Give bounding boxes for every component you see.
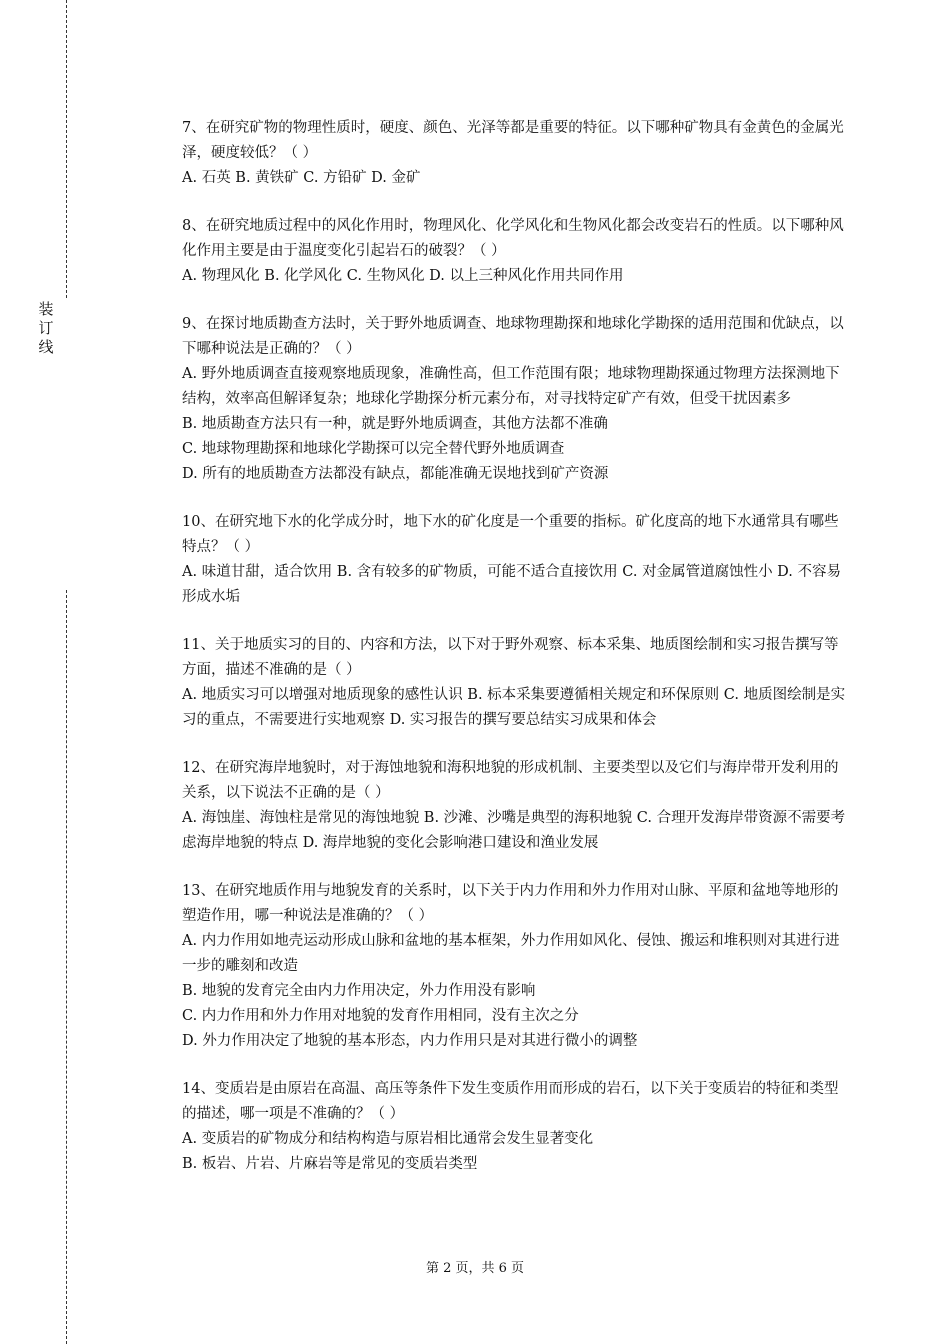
question-stem: 11、关于地质实习的目的、内容和方法，以下对于野外观察、标本采集、地质图绘制和实习报告撰写等方面，描述不准确的是（ ）	[182, 637, 839, 678]
option-d: D. 外力作用决定了地貌的基本形态，内力作用只是对其进行微小的调整	[182, 1033, 638, 1049]
binding-label: 装订线	[38, 300, 54, 356]
question-stem: 13、在研究地质作用与地貌发育的关系时，以下关于内力作用和外力作用对山脉、平原和盆地等地形的塑造作用，哪一种说法是准确的？（ ）	[182, 883, 839, 924]
question-options: A. 物理风化 B. 化学风化 C. 生物风化 D. 以上三种风化作用共同作用	[182, 268, 624, 284]
question-options: A. 地质实习可以增强对地质现象的感性认识 B. 标本采集要遵循相关规定和环保原则 C. 地质图绘制是实习的重点，不需要进行实地观察 D. 实习报告的撰写要总结实习成果和体会	[182, 687, 846, 728]
option-b: B. 地质勘查方法只有一种，就是野外地质调查，其他方法都不准确	[182, 416, 608, 432]
question-stem: 10、在研究地下水的化学成分时，地下水的矿化度是一个重要的指标。矿化度高的地下水通常具有哪些特点？（ ）	[182, 514, 839, 555]
question-7	[182, 116, 852, 191]
question-options: A. 石英 B. 黄铁矿 C. 方铅矿 D. 金矿	[182, 170, 421, 186]
option-d: D. 所有的地质勘查方法都没有缺点，都能准确无误地找到矿产资源	[182, 466, 609, 482]
question-8	[182, 214, 852, 289]
question-14	[182, 1077, 852, 1177]
question-stem: 8、在研究地质过程中的风化作用时，物理风化、化学风化和生物风化都会改变岩石的性质。以下哪种风化作用主要是由于温度变化引起岩石的破裂？（ ）	[182, 218, 844, 259]
binding-line	[66, 0, 67, 298]
question-12	[182, 756, 852, 856]
option-c: C. 内力作用和外力作用对地貌的发育作用相同，没有主次之分	[182, 1008, 579, 1024]
option-c: C. 地球物理勘探和地球化学勘探可以完全替代野外地质调查	[182, 441, 565, 457]
question-9	[182, 312, 852, 487]
question-stem: 12、在研究海岸地貌时，对于海蚀地貌和海积地貌的形成机制、主要类型以及它们与海岸带开发利用的关系，以下说法不正确的是（ ）	[182, 760, 839, 801]
option-a: A. 变质岩的矿物成分和结构构造与原岩相比通常会发生显著变化	[182, 1131, 594, 1147]
option-a: A. 野外地质调查直接观察地质现象，准确性高，但工作范围有限；地球物理勘探通过物理方法探测地下结构，效率高但解译复杂；地球化学勘探分析元素分布，对寻找特定矿产有效，但受干扰因素多	[182, 366, 840, 407]
question-11	[182, 633, 852, 733]
binding-line	[66, 590, 67, 1344]
option-a: A. 内力作用如地壳运动形成山脉和盆地的基本框架，外力作用如风化、侵蚀、搬运和堆积则对其进行进一步的雕刻和改造	[182, 933, 840, 974]
question-10	[182, 510, 852, 610]
question-stem: 7、在研究矿物的物理性质时，硬度、颜色、光泽等都是重要的特征。以下哪种矿物具有金黄色的金属光泽，硬度较低？（ ）	[182, 120, 844, 161]
question-options: A. 海蚀崖、海蚀柱是常见的海蚀地貌 B. 沙滩、沙嘴是典型的海积地貌 C. 合理开发海岸带资源不需要考虑海岸地貌的特点 D. 海岸地貌的变化会影响港口建设和渔业发展	[182, 810, 846, 851]
question-13	[182, 879, 852, 1054]
question-options: A. 味道甘甜，适合饮用 B. 含有较多的矿物质，可能不适合直接饮用 C. 对金属管道腐蚀性小 D. 不容易形成水垢	[182, 564, 842, 605]
option-b: B. 地貌的发育完全由内力作用决定，外力作用没有影响	[182, 983, 536, 999]
exam-content	[182, 116, 852, 1200]
question-stem: 9、在探讨地质勘查方法时，关于野外地质调查、地球物理勘探和地球化学勘探的适用范围和优缺点，以下哪种说法是正确的？（ ）	[182, 316, 844, 357]
page-number: 第 2 页，共 6 页	[425, 1261, 525, 1276]
option-b: B. 板岩、片岩、片麻岩等是常见的变质岩类型	[182, 1156, 478, 1172]
question-stem: 14、变质岩是由原岩在高温、高压等条件下发生变质作用而形成的岩石，以下关于变质岩的特征和类型的描述，哪一项是不准确的？（ ）	[182, 1081, 839, 1122]
